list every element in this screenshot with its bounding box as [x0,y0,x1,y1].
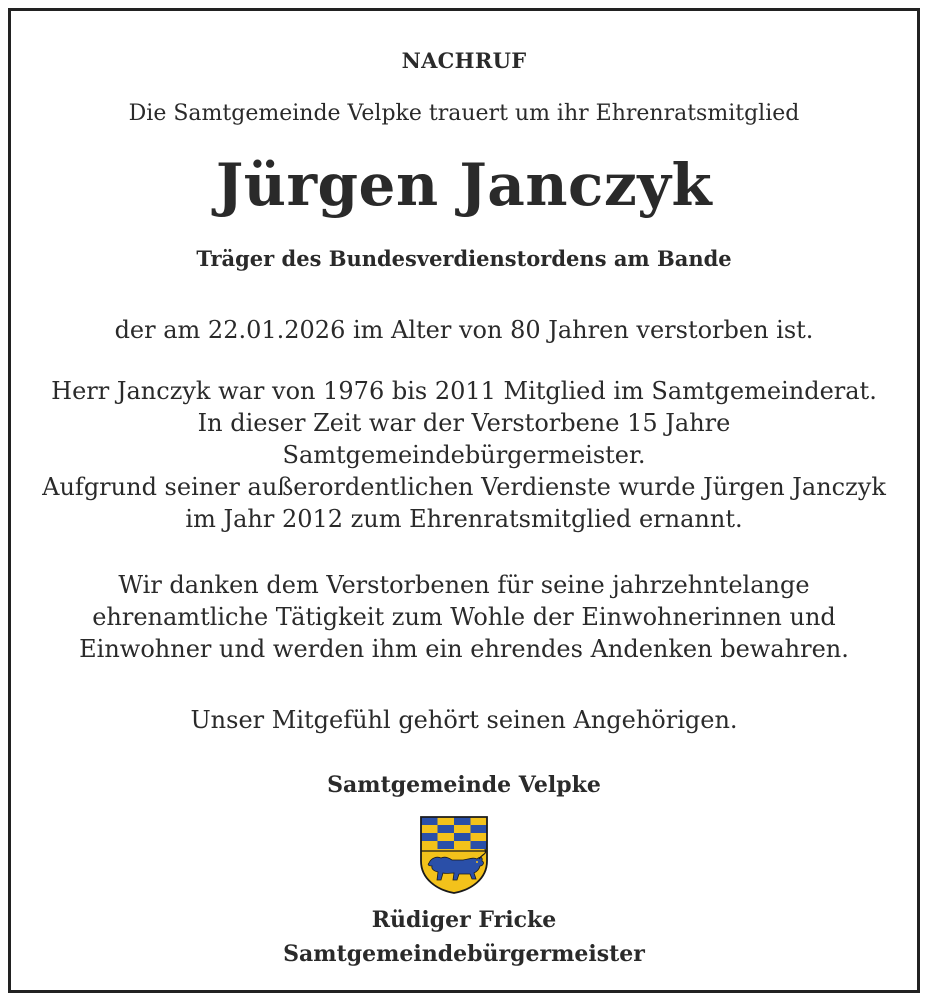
biography-line: Aufgrund seiner außerordentlichen Verdienste wurde Jürgen Janczyk [42,473,886,501]
thanks-line: ehrenamtliche Tätigkeit zum Wohle der Einwohnerinnen und [92,603,836,631]
thanks-line: Einwohner und werden ihm ein ehrendes Andenken bewahren. [79,635,849,663]
crest-check [438,841,455,849]
crest-check [471,825,488,833]
biography-line: Samtgemeindebürgermeister. [282,441,646,469]
deceased-name: Jürgen Janczyk [215,151,713,219]
thanks-line: Wir danken dem Verstorbenen für seine jahrzehntelange [118,571,810,599]
signer-name: Rüdiger Fricke [371,907,557,933]
intro-line: Die Samtgemeinde Velpke trauert um ihr Ehrenratsmitglied [128,101,800,126]
crest-check [421,833,438,841]
signature-block [0,903,928,971]
coat-of-arms-icon [419,815,489,895]
death-line: der am 22.01.2026 im Alter von 80 Jahren verstorben ist. [114,316,814,344]
crest-check [454,817,471,825]
crest-check [421,817,438,825]
crest-check [471,841,488,849]
biography-line: In dieser Zeit war der Verstorbene 15 Jahre [197,409,731,437]
notice-heading: NACHRUF [401,48,527,73]
biography-line: Herr Janczyk war von 1976 bis 2011 Mitglied im Samtgemeinderat. [51,377,877,405]
crest-check [438,825,455,833]
signer-title: Samtgemeindebürgermeister [283,941,645,967]
biography-paragraph [0,375,928,535]
biography-line: im Jahr 2012 zum Ehrenratsmitglied ernannt. [185,505,743,533]
thanks-paragraph [0,569,928,665]
organization-name: Samtgemeinde Velpke [327,772,601,798]
sympathy-line: Unser Mitgefühl gehört seinen Angehörigen. [190,706,738,734]
crest-check [454,833,471,841]
honor-line: Träger des Bundesverdienstordens am Bande [196,246,732,271]
